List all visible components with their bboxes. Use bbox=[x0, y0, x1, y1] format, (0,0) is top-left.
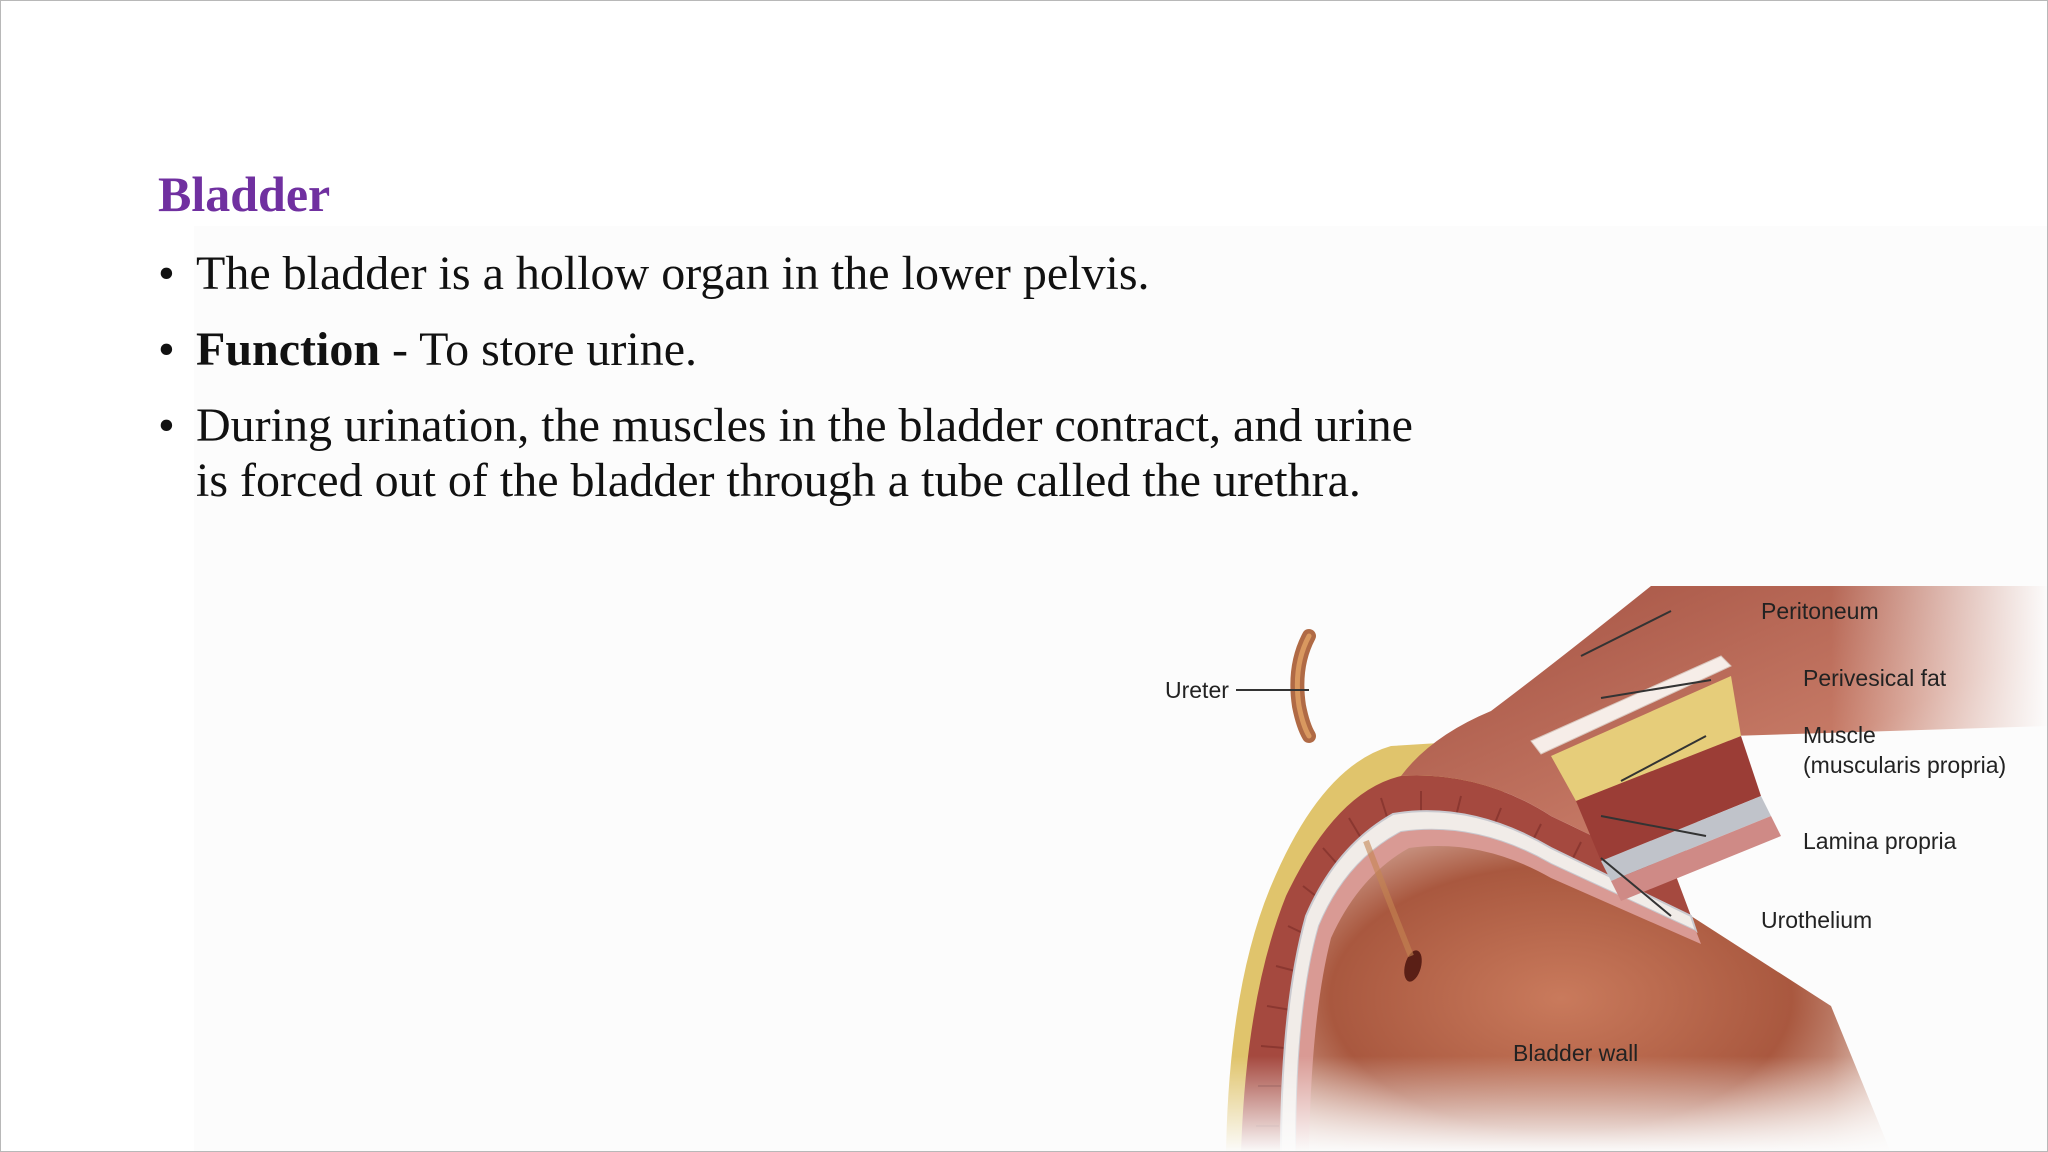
bullet-item bbox=[156, 322, 1456, 377]
bullet-text: During urination, the muscles in the bladder contract, and urine is forced out of the bladder through a tube called the urethra. bbox=[196, 399, 1413, 507]
label-muscle: Muscle bbox=[1803, 722, 1876, 748]
label-ureter: Ureter bbox=[1165, 677, 1229, 703]
label-perivesical-fat: Perivesical fat bbox=[1803, 665, 1947, 691]
label-muscle-sub: (muscularis propria) bbox=[1803, 752, 2007, 778]
label-urothelium: Urothelium bbox=[1761, 907, 1873, 933]
bullet-list bbox=[156, 246, 1456, 529]
bullet-text: - To store urine. bbox=[380, 323, 698, 376]
bullet-bold-term: Function bbox=[196, 323, 381, 376]
bullet-marker: • bbox=[158, 323, 175, 376]
bullet-item bbox=[156, 246, 1456, 301]
slide-title: Bladder bbox=[158, 166, 331, 222]
bladder-wall-illustration bbox=[1131, 586, 2048, 1152]
label-bladder-wall: Bladder wall bbox=[1513, 1040, 1639, 1066]
bullet-marker: • bbox=[158, 247, 175, 300]
bullet-text: The bladder is a hollow organ in the lower pelvis. bbox=[196, 247, 1150, 300]
bullet-marker: • bbox=[158, 399, 175, 452]
bullet-item bbox=[156, 398, 1456, 508]
bladder-wall-diagram bbox=[1131, 586, 2048, 1152]
label-peritoneum: Peritoneum bbox=[1761, 598, 1879, 624]
label-lamina-propria: Lamina propria bbox=[1803, 828, 1957, 854]
